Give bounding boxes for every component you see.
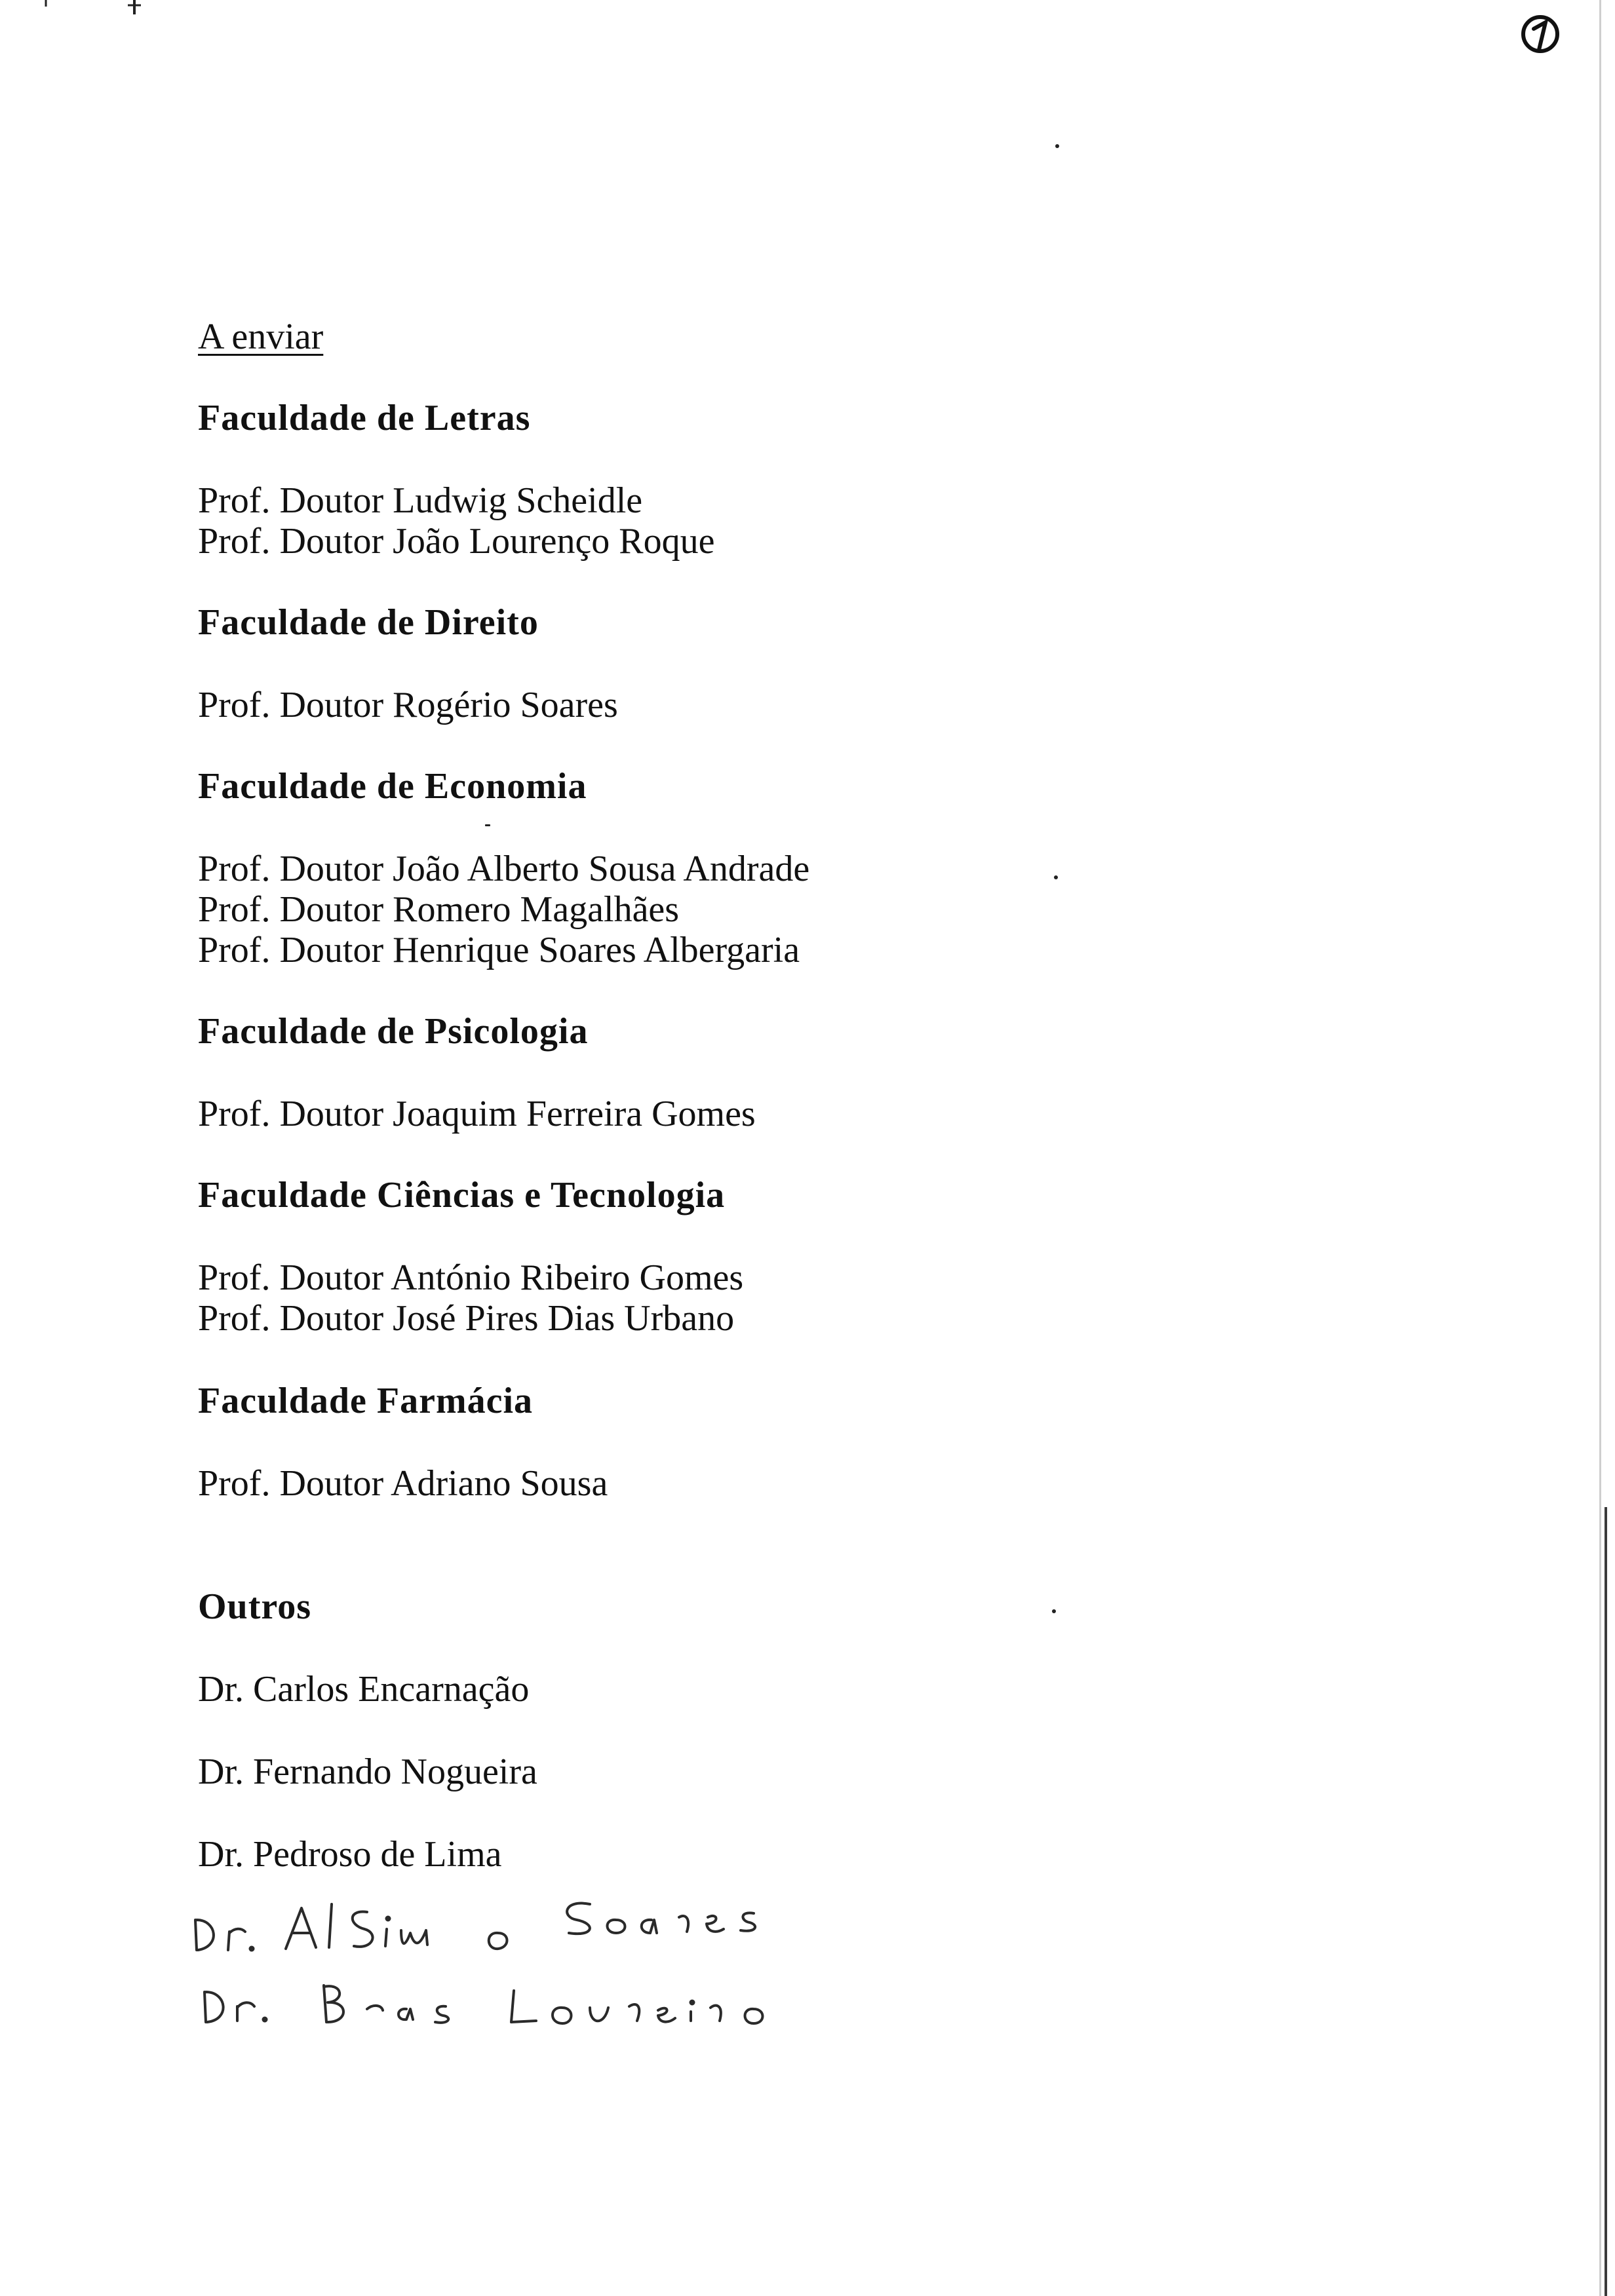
- person-entry: Dr. Pedroso de Lima: [198, 1834, 502, 1875]
- person-entry: Prof. Doutor António Ribeiro Gomes: [198, 1257, 744, 1298]
- person-entry: Prof. Doutor Rogério Soares: [198, 685, 618, 725]
- person-entry: Prof. Doutor João Lourenço Roque: [198, 521, 715, 562]
- handwritten-line-2: [204, 1985, 763, 2023]
- person-entry: Dr. Carlos Encarnação: [198, 1669, 530, 1710]
- person-entry: Prof. Doutor Henrique Soares Albergaria: [198, 930, 800, 970]
- person-entry: Prof. Doutor João Alberto Sousa Andrade: [198, 849, 810, 889]
- section-title-farmacia: Faculdade Farmácia: [198, 1381, 534, 1421]
- section-title-letras: Faculdade de Letras: [198, 398, 531, 438]
- handwritten-line-1: [195, 1904, 755, 1951]
- section-title-outros: Outros: [198, 1586, 311, 1627]
- section-title-ciencias: Faculdade Ciências e Tecnologia: [198, 1175, 726, 1215]
- section-title-psicologia: Faculdade de Psicologia: [198, 1011, 589, 1052]
- person-entry: Prof. Doutor Romero Magalhães: [198, 889, 680, 930]
- person-entry: Prof. Doutor Joaquim Ferreira Gomes: [198, 1094, 756, 1134]
- section-title-economia: Faculdade de Economia: [198, 766, 587, 807]
- section-title-direito: Faculdade de Direito: [198, 602, 539, 643]
- person-entry: Prof. Doutor José Pires Dias Urbano: [198, 1298, 735, 1339]
- send-list-label: A enviar: [198, 316, 324, 357]
- person-entry: Prof. Doutor Ludwig Scheidle: [198, 480, 643, 521]
- person-entry: Dr. Fernando Nogueira: [198, 1751, 537, 1792]
- person-entry: Prof. Doutor Adriano Sousa: [198, 1463, 608, 1504]
